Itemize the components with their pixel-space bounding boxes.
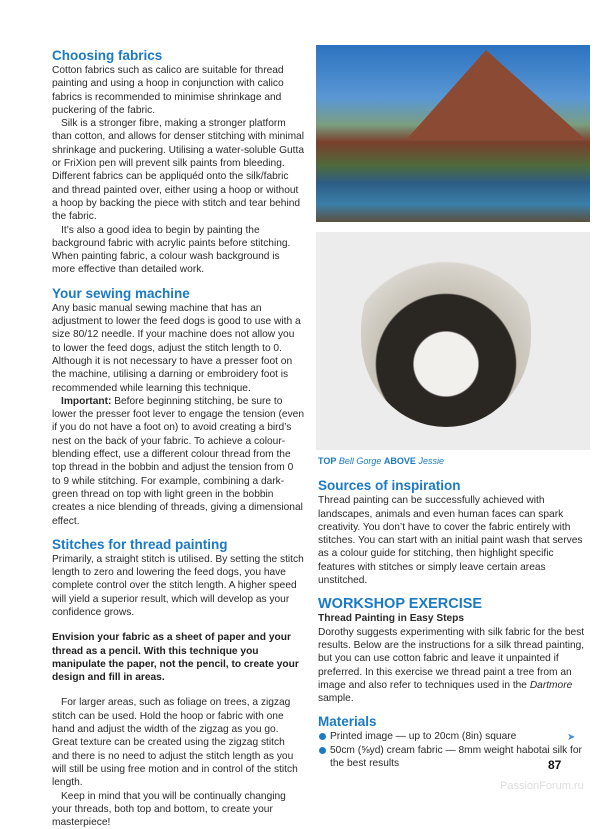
heading-sources: Sources of inspiration bbox=[318, 478, 461, 494]
paragraph: Cotton fabrics such as calico are suitable for thread painting and using a hoop in conjunction with calico fabrics is recommended to minimise shrinkage and puckering of the fabric. bbox=[52, 65, 284, 116]
left-column bbox=[52, 48, 304, 829]
paragraph bbox=[52, 395, 304, 528]
caption-top-title: Bell Gorge bbox=[338, 456, 382, 466]
paragraph: It’s also a good idea to begin by painting the background fabric with acrylic paints before stitching. When painting fabric, a colour wash background is more effective than detailed work. bbox=[52, 224, 291, 276]
paragraph: Primarily, a straight stitch is utilised. By setting the stitch length to zero and lowering the feed dogs, you have complete control over the stitch length. A higher speed will yield a superior result, which will develop as your confidence grows. bbox=[52, 553, 304, 618]
paragraph: For larger areas, such as foliage on trees, a zigzag stitch can be used. Hold the hoop or fabric with one hand and adjust the width of the zigzag as you go. Great texture can be created using the zigzag stitch and there is no need to adjust the stitch length as you will still be using free motion and in control of the stitch length. bbox=[52, 697, 298, 789]
important-label: Important: bbox=[61, 395, 112, 407]
caption-above-label: ABOVE bbox=[383, 456, 416, 466]
paragraph: Thread painting can be successfully achieved with landscapes, animals and even human faces can spark creativity. You don’t have to cover the fabric entirely with stitches. You can start with an initial paint wash that serves as a colour guide for stitching, then highlight specific features with stitches or simply leave certain areas unstitched. bbox=[318, 495, 583, 587]
paragraph: Silk is a stronger fibre, making a stronger platform than cotton, and allows for denser stitching with minimal shrinkage and puckering. Utilising a water-soluble Gutta or FriXion pen will prevent silk paints from bleeding. Different fabrics can be appliquéd onto the silk/fabric and thread painted over, either using a hoop or without a hoop by backing the piece with stitch and tear behind the fabric. bbox=[52, 118, 304, 223]
heading-choosing-fabrics: Choosing fabrics bbox=[52, 48, 163, 63]
caption-above-title: Jessie bbox=[418, 456, 444, 466]
item-text: Printed image — up to 20cm (8in) square bbox=[330, 731, 517, 743]
text-italic: Dartmore bbox=[529, 679, 573, 691]
heading-materials: Materials bbox=[318, 714, 377, 730]
bullet-icon bbox=[319, 747, 326, 754]
paragraph: Keep in mind that you will be continually changing your threads, both top and bottom, to create your masterpiece! bbox=[52, 790, 286, 829]
jessie-dog-photo bbox=[316, 232, 590, 450]
list-item bbox=[318, 730, 590, 743]
text: sample. bbox=[318, 693, 354, 705]
paragraph: Any basic manual sewing machine that has an adjustment to lower the feed dogs is good to use with a size 80/12 needle. If your machine does not allow you to lower the feed dogs, adjust the stitch length to 0. Although it is not necessary to have a presser foot on the machine, utilising a darning or embroidery foot is recommended while learning this technique. bbox=[52, 302, 301, 394]
bullet-icon bbox=[319, 733, 326, 740]
bell-gorge-photo bbox=[316, 45, 590, 222]
text: Dorothy suggests experimenting with silk fabric for the best results. Below are the instructions for a silk thread painting, but you can use cotton fabric and leave it unpainted if preferred. In this exercise we thread paint a tree from an image and also refer to techniques used in the bbox=[318, 626, 585, 691]
right-column bbox=[318, 455, 590, 770]
heading-workshop: WORKSHOP EXERCISE bbox=[318, 596, 483, 613]
pull-quote: Envision your fabric as a sheet of paper and your thread as a pencil. With this technique you manipulate the paper, not the pencil, to create your design and fill in areas. bbox=[52, 632, 299, 684]
caption-top-label: TOP bbox=[318, 456, 337, 466]
paragraph bbox=[318, 626, 590, 706]
continue-arrow-icon: ➤ bbox=[567, 732, 576, 743]
photo-caption bbox=[318, 455, 590, 468]
page-number: 87 bbox=[548, 758, 562, 772]
watermark: PassionForum.ru bbox=[500, 780, 584, 792]
important-text: Before beginning stitching, be sure to lower the presser foot lever to engage the tension (even if you do not have a foot on) to avoid creating a bird’s nest on the back of your fabric. To achieve a colour-blending effect, use a different colour thread from the top thread in the bobbin and adjust the tension from 0 to 9 while stitching. For example, combining a dark-green thread on top with light green in the bobbin creates a nice blending of threads, giving a dimensional effect. bbox=[52, 395, 305, 527]
item-text: 50cm (⅝yd) cream fabric — 8mm weight habotai silk for the best results bbox=[330, 744, 582, 770]
heading-sewing-machine: Your sewing machine bbox=[52, 285, 190, 301]
subheading: Thread Painting in Easy Steps bbox=[318, 613, 465, 625]
heading-stitches: Stitches for thread painting bbox=[52, 536, 228, 552]
